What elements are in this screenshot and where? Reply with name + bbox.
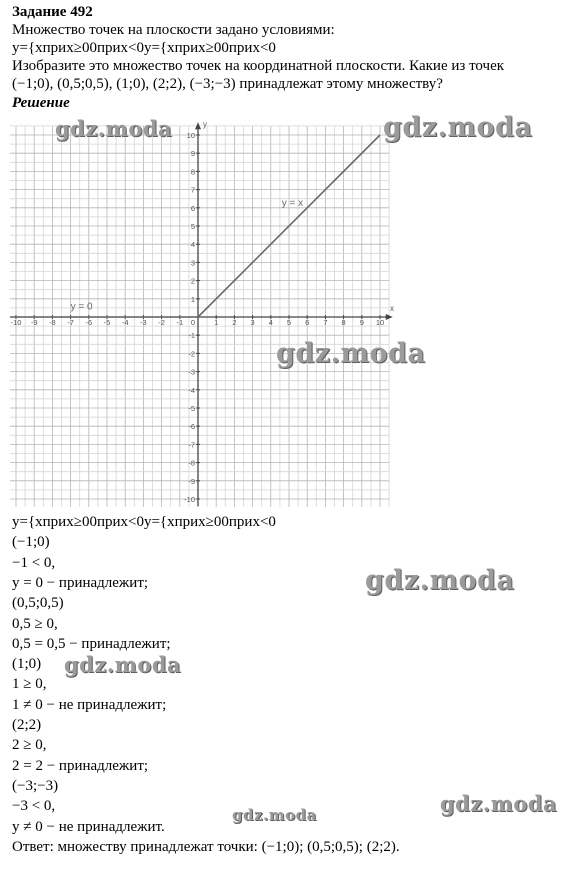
- y-tick-label: -10: [184, 495, 195, 504]
- solution-line: (2;2): [12, 717, 42, 733]
- solution-line: Ответ: множеству принадлежат точки: (−1;0); (0,5;0,5); (2;2).: [12, 838, 400, 855]
- y-tick-label: -1: [188, 331, 195, 341]
- y-tick-label: -6: [188, 422, 195, 432]
- watermark: gdz.moda: [55, 116, 173, 141]
- coordinate-graph: [10, 122, 400, 507]
- solution-line: (−1;0): [12, 534, 50, 551]
- y-tick-label: -7: [188, 440, 195, 450]
- y-tick-label: -3: [188, 367, 195, 377]
- condition-line-1: Множество точек на плоскости задано условиями:: [12, 22, 335, 38]
- x-tick-label: -2: [158, 318, 165, 327]
- solution-line: 0,5 ≥ 0,: [12, 615, 58, 632]
- y-tick-label: 9: [190, 149, 195, 159]
- x-tick-label: 4: [268, 318, 273, 327]
- y-tick-label: 3: [190, 258, 195, 268]
- series-label: y = 0: [70, 301, 93, 313]
- y-tick-label: 5: [190, 222, 195, 231]
- y-tick-label: 7: [190, 185, 195, 195]
- watermark: gdz.moda: [365, 565, 515, 596]
- task-title: Задание 492: [12, 4, 93, 20]
- x-tick-label: 1: [214, 318, 219, 327]
- x-tick-label: 10: [375, 318, 385, 327]
- solution-line: y = 0 − принадлежит;: [12, 574, 149, 591]
- x-tick-label: 5: [286, 318, 292, 327]
- x-tick-label: -3: [140, 318, 147, 327]
- solution-line: −3 < 0,: [12, 798, 56, 815]
- x-axis-label: x: [390, 304, 395, 313]
- watermark: gdz.moda: [276, 338, 426, 369]
- solution-line: 1 ≥ 0,: [12, 676, 47, 693]
- watermark: gdz.moda: [232, 806, 317, 824]
- x-tick-label: 7: [323, 318, 328, 327]
- y-tick-label: -8: [188, 458, 195, 468]
- solution-line: y={xприх≥00прих<0y={xприх≥00прих<0: [12, 514, 276, 530]
- x-tick-label: -5: [103, 318, 111, 327]
- y-axis-label: y: [203, 122, 207, 129]
- solution-line: (0,5;0,5): [12, 595, 64, 612]
- condition-line-2: y={xприх≥00прих<0y={xприх≥00прих<0: [12, 40, 276, 56]
- solution-label: Решение: [12, 95, 70, 111]
- x-tick-label: -1: [176, 318, 184, 327]
- y-tick-label: 10: [186, 131, 195, 140]
- solution-line: 1 ≠ 0 − не принадлежит;: [12, 696, 167, 713]
- x-tick-label: 9: [359, 318, 364, 327]
- y-tick-label: -5: [188, 404, 195, 413]
- solution-line: y ≠ 0 − не принадлежит.: [12, 818, 165, 835]
- solution-line: −1 < 0,: [12, 554, 56, 571]
- x-tick-label: 8: [341, 318, 346, 327]
- y-tick-label: 8: [190, 167, 195, 177]
- y-tick-label: 6: [190, 203, 195, 213]
- x-tick-label: 6: [305, 318, 310, 327]
- x-tick-label: 2: [232, 318, 237, 327]
- x-tick-label: -10: [10, 318, 22, 327]
- question-line-1: Изобразите это множество точек на координатной плоскости. Какие из точек: [12, 58, 505, 74]
- watermark: gdz.moda: [64, 652, 182, 677]
- solution-line: (−3;−3): [12, 777, 59, 794]
- watermark: gdz.moda: [383, 112, 533, 143]
- solution-line: 0,5 = 0,5 − принадлежит;: [12, 635, 171, 652]
- solution-line: 2 = 2 − принадлежит;: [12, 757, 149, 774]
- x-tick-label: -6: [85, 318, 93, 327]
- x-tick-label: -8: [49, 318, 56, 327]
- y-tick-label: 4: [190, 240, 195, 250]
- x-tick-label: -4: [121, 318, 129, 327]
- watermark: gdz.moda: [440, 791, 558, 816]
- y-tick-label: 1: [190, 294, 195, 304]
- y-tick-label: -2: [188, 349, 195, 359]
- y-tick-label: -4: [188, 385, 195, 395]
- series-label: y = x: [281, 197, 304, 209]
- x-tick-label: 3: [250, 318, 255, 327]
- solution-line: (1;0): [12, 656, 42, 673]
- origin-label: 0: [190, 318, 195, 327]
- solution-line: 2 ≥ 0,: [12, 737, 47, 754]
- y-tick-label: -9: [188, 476, 195, 486]
- y-tick-label: 2: [190, 276, 195, 286]
- question-line-2: (−1;0), (0,5;0,5), (1;0), (2;2), (−3;−3) принадлежат этому множеству?: [12, 76, 443, 92]
- x-tick-label: -9: [30, 318, 38, 327]
- x-tick-label: -7: [67, 318, 74, 327]
